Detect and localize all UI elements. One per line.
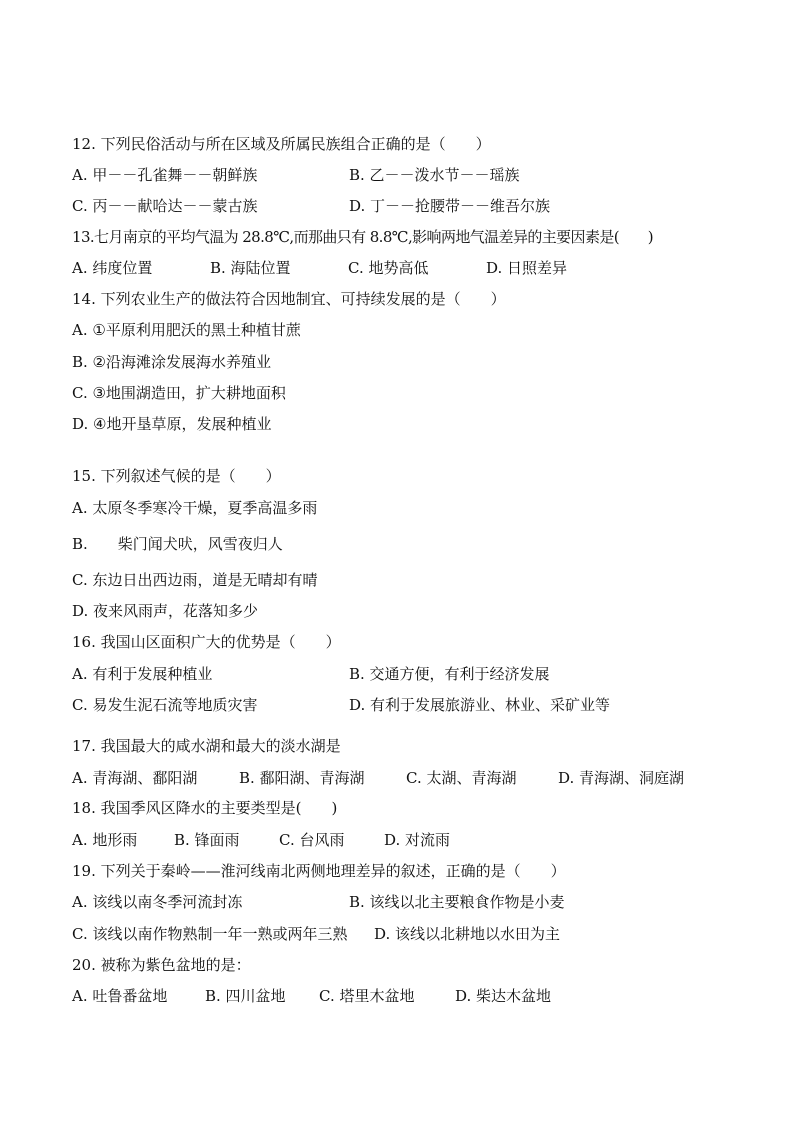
- question-20-option-b: B. 四川盆地: [205, 987, 286, 1005]
- question-12-option-d: D. 丁－－抢腰带－－维吾尔族: [349, 197, 551, 215]
- question-13-stem: 13.七月南京的平均气温为 28.8℃,而那曲只有 8.8℃,影响两地气温差异的主要因素是( ): [72, 228, 654, 246]
- question-18-option-d: D. 对流雨: [384, 831, 451, 849]
- question-19-option-b: B. 该线以北主要粮食作物是小麦: [349, 893, 565, 911]
- question-19-option-d: D. 该线以北耕地以水田为主: [374, 925, 561, 943]
- question-15-stem: 15. 下列叙述气候的是（ ）: [72, 467, 281, 485]
- question-13-option-a: A. 纬度位置: [72, 259, 153, 277]
- question-13-option-d: D. 日照差异: [486, 259, 568, 277]
- question-17-option-b: B. 鄱阳湖、青海湖: [239, 769, 365, 787]
- question-16-option-a: A. 有利于发展种植业: [72, 665, 213, 683]
- question-20-option-d: D. 柴达木盆地: [455, 987, 552, 1005]
- question-15-option-a: A. 太原冬季寒冷干燥，夏季高温多雨: [72, 499, 318, 517]
- question-18-stem: 18. 我国季风区降水的主要类型是( ): [72, 799, 338, 817]
- question-15-option-c: C. 东边日出西边雨，道是无晴却有晴: [72, 571, 318, 589]
- question-19-stem: 19. 下列关于秦岭——淮河线南北两侧地理差异的叙述，正确的是（ ）: [72, 862, 566, 880]
- question-16-stem: 16. 我国山区面积广大的优势是（ ）: [72, 633, 341, 651]
- question-18-option-c: C. 台风雨: [279, 831, 345, 849]
- question-16-option-c: C. 易发生泥石流等地质灾害: [72, 696, 258, 714]
- question-17-option-a: A. 青海湖、鄱阳湖: [72, 769, 198, 787]
- question-17-option-c: C. 太湖、青海湖: [406, 769, 517, 787]
- question-20-option-a: A. 吐鲁番盆地: [72, 987, 168, 1005]
- question-19-option-c: C. 该线以南作物熟制一年一熟或两年三熟: [72, 925, 348, 943]
- question-15-option-b: B. 柴门闻犬吠，风雪夜归人: [72, 535, 283, 553]
- question-20-stem: 20. 被称为紫色盆地的是：: [72, 956, 251, 974]
- question-14-option-a: A. ①平原利用肥沃的黑土种植甘蔗: [72, 321, 301, 339]
- question-20-option-c: C. 塔里木盆地: [319, 987, 415, 1005]
- question-12-stem: 12. 下列民俗活动与所在区域及所属民族组合正确的是（ ）: [72, 135, 491, 153]
- question-17-option-d: D. 青海湖、洞庭湖: [558, 769, 685, 787]
- question-14-option-d: D. ④地开垦草原，发展种植业: [72, 415, 272, 433]
- question-12-option-b: B. 乙－－泼水节－－瑶族: [349, 166, 520, 184]
- question-13-option-c: C. 地势高低: [348, 259, 429, 277]
- question-19-option-a: A. 该线以南冬季河流封冻: [72, 893, 243, 911]
- question-12-option-a: A. 甲－－孔雀舞－－朝鲜族: [72, 166, 258, 184]
- question-17-stem: 17. 我国最大的咸水湖和最大的淡水湖是: [72, 737, 341, 755]
- question-16-option-b: B. 交通方便，有利于经济发展: [349, 665, 550, 683]
- question-18-option-a: A. 地形雨: [72, 831, 138, 849]
- question-15-option-d: D. 夜来风雨声，花落知多少: [72, 602, 259, 620]
- question-18-option-b: B. 锋面雨: [174, 831, 240, 849]
- question-12-option-c: C. 丙－－献哈达－－蒙古族: [72, 197, 258, 215]
- question-14-option-c: C. ③地围湖造田，扩大耕地面积: [72, 384, 286, 402]
- question-16-option-d: D. 有利于发展旅游业、林业、采矿业等: [349, 696, 611, 714]
- question-14-stem: 14. 下列农业生产的做法符合因地制宜、可持续发展的是（ ）: [72, 290, 506, 308]
- question-13-option-b: B. 海陆位置: [210, 259, 291, 277]
- question-14-option-b: B. ②沿海滩涂发展海水养殖业: [72, 353, 272, 371]
